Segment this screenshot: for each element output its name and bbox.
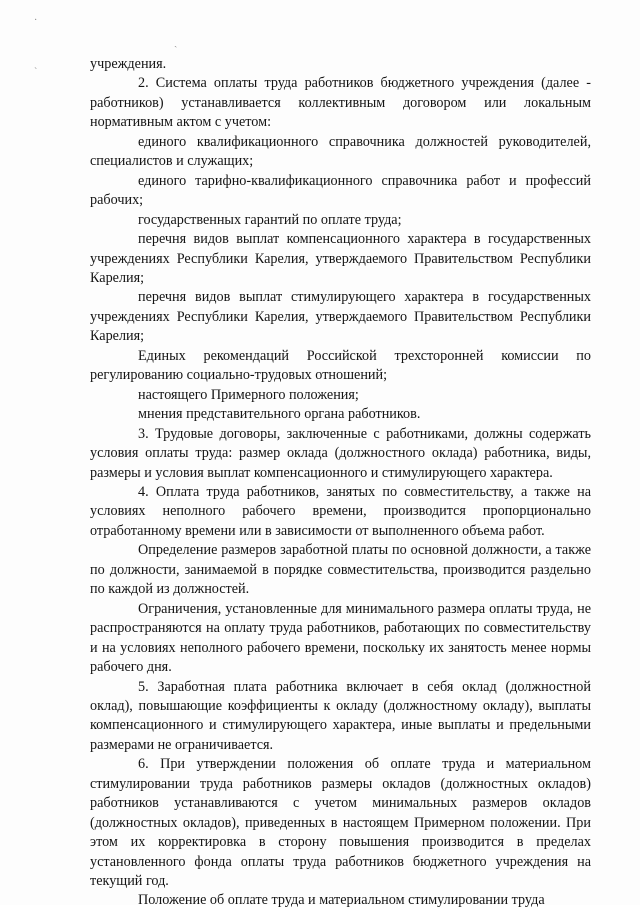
scan-speck: ·	[34, 15, 38, 26]
paragraph: Ограничения, установленные для минимального размера оплаты труда, не распространяются на оплату труда работников, работающих по совместительству и на условиях неполного рабочего времени, поскольку их занятость менее нормы рабочего дня.	[90, 600, 591, 676]
scan-speck: ˏ	[174, 37, 178, 48]
paragraph: единого квалификационного справочника должностей руководителей, специалистов и служащих;	[90, 133, 591, 170]
paragraph: настоящего Примерного положения;	[138, 386, 359, 403]
paragraph: Единых рекомендаций Российской трехсторонней комиссии по регулированию социально-трудовых отношений;	[90, 347, 591, 384]
paragraph: 6. При утверждении положения об оплате труда и материальном стимулировании труда работников размеры окладов (должностных окладов) работников устанавливаются с учетом минимальных размеров окладов (должностных окладов), приведенных в настоящем Примерном положении. При этом их корректировка в сторону повышения производится в пределах установленного фонда оплаты труда работников бюджетного учреждения на текущий год.	[90, 756, 591, 890]
paragraph: государственных гарантий по оплате труда;	[138, 211, 402, 228]
paragraph: перечня видов выплат стимулирующего характера в государственных учреждениях Республики Карелия, утверждаемого Правительством Республики Карелия;	[90, 289, 591, 345]
paragraph: 4. Оплата труда работников, занятых по совместительству, а также на условиях неполного рабочего времени, производится пропорционально отработанному времени или в зависимости от выполненного объема работ.	[90, 483, 591, 539]
paragraph: 3. Трудовые договоры, заключенные с работниками, должны содержать условия оплаты труда: размер оклада (должностного оклада) работника, виды, размеры и условия выплат компенсационного и стимулирующего характера.	[90, 425, 591, 481]
document-body	[90, 55, 591, 911]
paragraph: единого тарифно-квалификационного справочника работ и профессий рабочих;	[90, 172, 591, 209]
paragraph: 2. Система оплаты труда работников бюджетного учреждения (далее - работников) устанавливается коллективным договором или локальным нормативным актом с учетом:	[90, 75, 591, 131]
paragraph: перечня видов выплат компенсационного характера в государственных учреждениях Республики Карелия, утверждаемого Правительством Республики Карелия;	[90, 231, 591, 286]
paragraph: 5. Заработная плата работника включает в себя оклад (должностной оклад), повышающие коэффициенты к окладу (должностному окладу), выплаты компенсационного и стимулирующего характера, иные выплаты и предельными размерами не ограничивается.	[90, 678, 591, 753]
paragraph: Положение об оплате труда и материальном стимулировании труда	[138, 892, 545, 909]
paragraph: мнения представительного органа работников.	[138, 406, 421, 423]
paragraph: учреждения.	[90, 56, 167, 72]
scan-speck: ˋ	[34, 67, 38, 78]
paragraph: Определение размеров заработной платы по основной должности, а также по должности, занимаемой в порядке совместительства, производится раздельно по каждой из должностей.	[90, 542, 591, 598]
